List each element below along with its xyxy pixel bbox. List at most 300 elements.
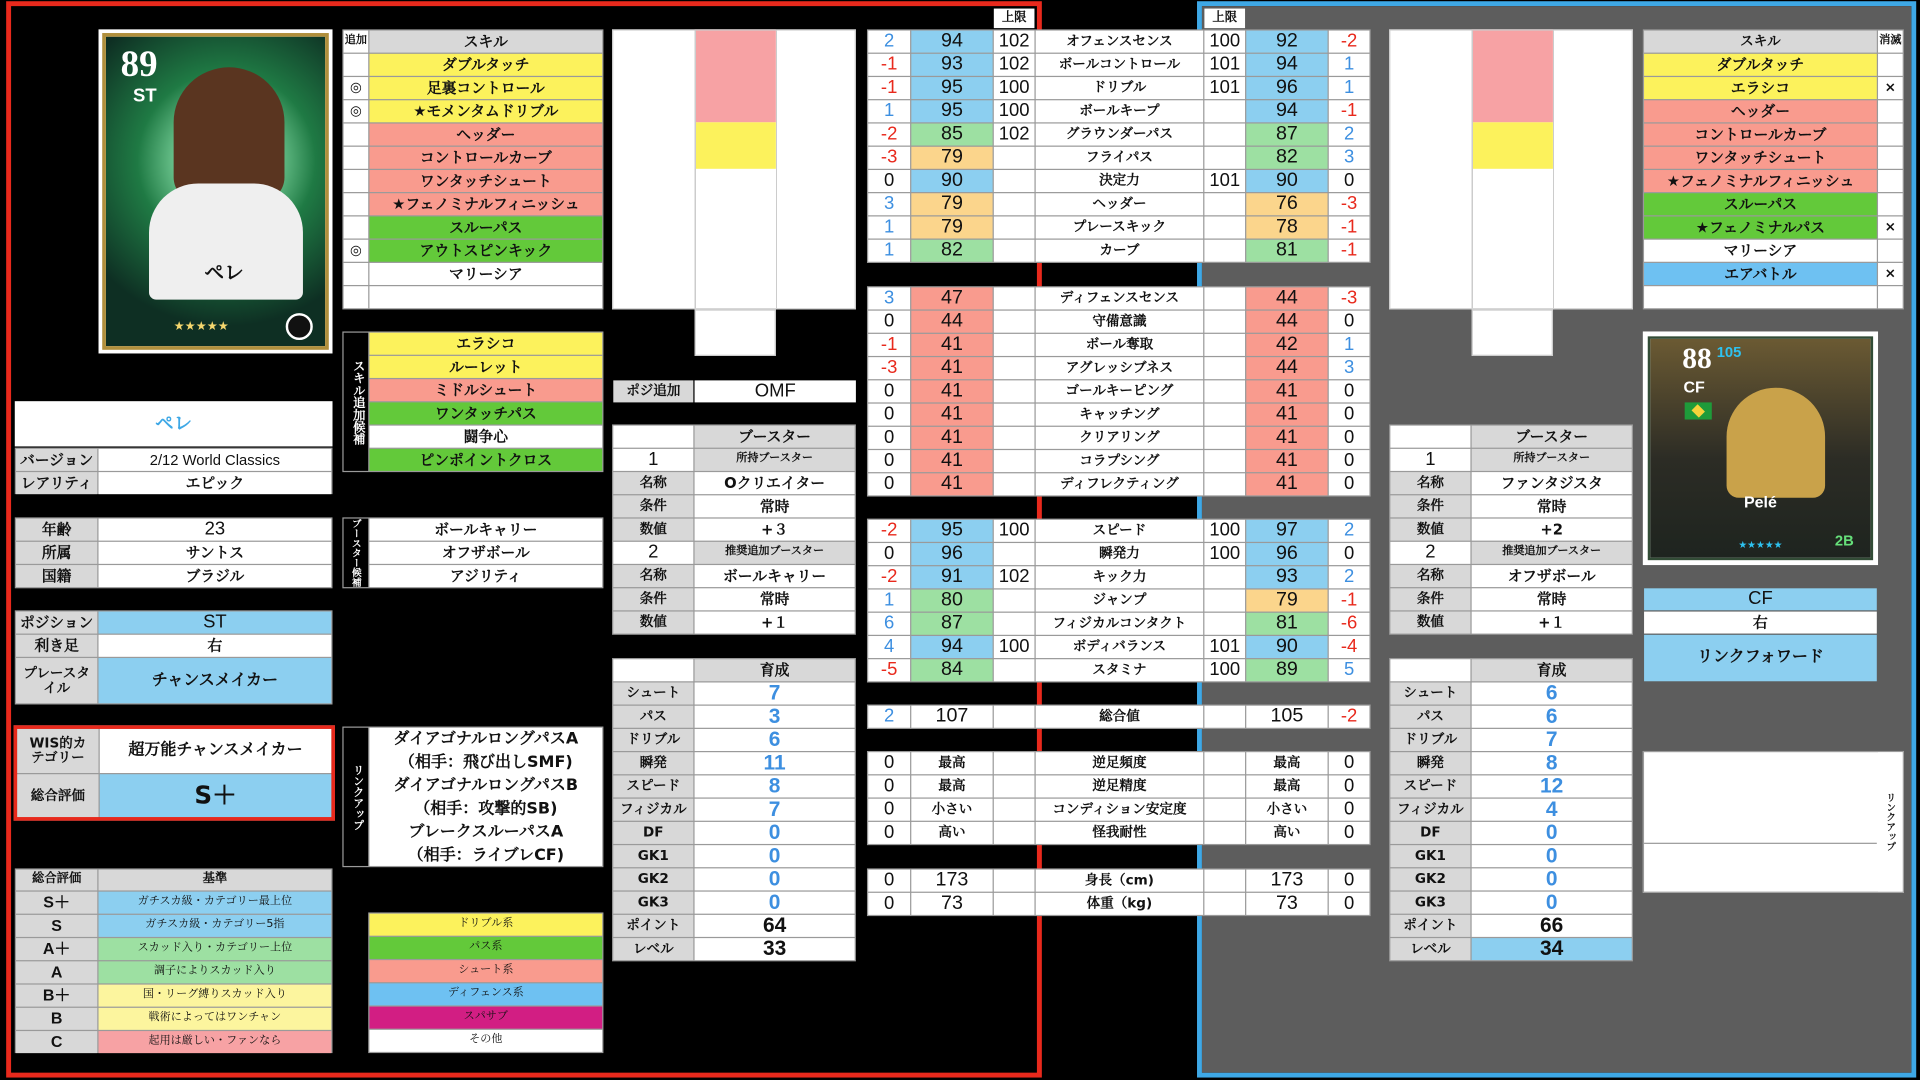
left-diff: -1 [868,334,910,356]
booster-value: オフザボール [1472,565,1632,587]
right-limit [1204,870,1245,892]
candidate-skill: ワンタッチパス [369,402,602,424]
right-check-small [1472,309,1553,355]
left-limit [994,543,1035,565]
club-label: 所属 [16,542,97,564]
left-value: 94 [911,31,992,53]
compare-card-boost: 105 [1716,343,1742,361]
linkup-list [369,728,602,866]
training-value: 3 [695,706,855,728]
club-value: サントス [99,542,332,564]
left-limit [994,752,1035,774]
left-diff: 0 [868,543,910,565]
compare-skill-name: エラシコ [1644,77,1877,99]
right-diff: -1 [1329,240,1370,262]
skill-name: スルーパス [369,216,602,238]
right-value: 94 [1246,54,1327,76]
right-diff: 0 [1329,404,1370,426]
right-diff: 3 [1329,147,1370,169]
training-value: 8 [1472,752,1632,774]
compare-skill-name: ★フェノミナルフィニッシュ [1644,170,1877,192]
right-diff: 0 [1329,870,1370,892]
right-value: 最高 [1246,775,1327,797]
right-check-grid-lines [1389,29,1633,309]
left-value: 91 [911,566,992,588]
grade-criteria: 起用は厳しい・ファンなら [99,1031,332,1053]
position-label: ポジション [16,612,97,634]
left-value: 95 [911,77,992,99]
booster-key: 1 [613,449,693,471]
right-diff: -3 [1329,193,1370,215]
training-value: 0 [695,892,855,914]
training-value: 0 [1472,892,1632,914]
right-value: 42 [1246,334,1327,356]
booster-value: +2 [1472,519,1632,541]
left-diff: 0 [868,170,910,192]
right-limit [1204,799,1245,821]
stat-name: ドリブル [1036,77,1203,99]
left-limit [994,193,1035,215]
stat-name: ボールコントロール [1036,54,1203,76]
right-limit [1204,752,1245,774]
legend-item: スパサブ [369,1007,602,1029]
grade-criteria: 戦術によってはワンチャン [99,1008,332,1030]
rarity-value: エピック [99,472,332,494]
skill-added-mark [344,263,369,285]
right-limit [1204,450,1245,472]
right-diff: -1 [1329,590,1370,612]
training-key: GK1 [613,845,693,867]
training-point-label: ポイント [613,915,693,937]
right-value: 93 [1246,566,1327,588]
stat-name: スピード [1036,520,1203,542]
player-card-image [99,29,333,353]
booster-key: 条件 [1390,588,1470,610]
skill-added-mark: ◎ [344,77,369,99]
left-diff: -3 [868,357,910,379]
left-limit: 100 [994,100,1035,122]
booster-key: 条件 [1390,495,1470,517]
right-limit [1204,100,1245,122]
left-limit: 102 [994,566,1035,588]
right-value: 44 [1246,357,1327,379]
rarity-label: レアリティ [16,472,97,494]
compare-skill-deleted-mark [1878,54,1903,76]
left-diff: 0 [868,450,910,472]
compare-skill-deleted-mark [1878,170,1903,192]
compare-player-photo [1727,388,1826,498]
candidate-skill: ピンポイントクロス [369,449,602,471]
right-diff: 1 [1329,54,1370,76]
grade-header-criteria: 基準 [99,870,332,891]
compare-skill-deleted-mark [1878,124,1903,146]
stat-name: フライパス [1036,147,1203,169]
stat-name: ゴールキーピング [1036,380,1203,402]
skill-added-mark [344,54,369,76]
right-limit [1204,613,1245,635]
stat-name: 決定力 [1036,170,1203,192]
right-limit [1204,287,1245,309]
left-value: 41 [911,357,992,379]
grade-symbol: C [16,1031,97,1053]
compare-skill-name: エアバトル [1644,263,1877,285]
efootball-logo-icon [286,313,313,340]
compare-linkup-label: リンクアップ [1878,752,1903,891]
right-value: 173 [1246,870,1327,892]
compare-skill-name: ヘッダー [1644,100,1877,122]
left-limit [994,870,1035,892]
right-diff: 2 [1329,566,1370,588]
linkup-line: ダイアゴナルロングパスB [393,776,579,795]
booster-value: 常時 [695,495,855,517]
training-value: 6 [1472,706,1632,728]
skill-added-mark [344,147,369,169]
skill-name: 足裏コントロール [369,77,602,99]
training-key: 瞬発 [1390,752,1470,774]
card-position: ST [133,85,157,107]
compare-card-rating: 88 [1682,343,1712,376]
right-diff: -3 [1329,287,1370,309]
right-value: 小さい [1246,799,1327,821]
compare-foot-value: 右 [1644,612,1877,634]
left-value: 85 [911,124,992,146]
left-diff: 0 [868,311,910,333]
compare-skill-name: マリーシア [1644,240,1877,262]
training-key: シュート [1390,682,1470,704]
stat-name: ジャンプ [1036,590,1203,612]
wis-category-label: WIS的カテゴリー [17,729,98,773]
right-diff: 1 [1329,77,1370,99]
stat-name: ディフェンスセンス [1036,287,1203,309]
compare-skills-header: スキル [1644,31,1877,53]
training-value: 6 [1472,682,1632,704]
grade-symbol: B [16,1008,97,1030]
grade-criteria: 国・リーグ縛りスカッド入り [99,985,332,1007]
booster-value: +１ [695,612,855,634]
skill-name: ワンタッチシュート [369,170,602,192]
grade-criteria: ガチスカ級・カテゴリー5指 [99,915,332,937]
stat-name: 逆足精度 [1036,775,1203,797]
left-diff: 0 [868,893,910,915]
left-diff: 3 [868,287,910,309]
right-value: 96 [1246,543,1327,565]
right-diff: -1 [1329,100,1370,122]
compare-skill-deleted-mark [1878,100,1903,122]
compare-card-name: Pelé [1743,492,1777,512]
wis-category-value: 超万能チャンスメイカー [100,729,332,773]
booster-key: 条件 [613,495,693,517]
left-value: 107 [911,706,992,728]
right-value: 87 [1246,124,1327,146]
left-diff: 0 [868,404,910,426]
training-value: 12 [1472,775,1632,797]
right-value: 79 [1246,590,1327,612]
training-value: 0 [695,845,855,867]
right-diff: 0 [1329,473,1370,495]
training-value: 0 [1472,845,1632,867]
right-limit [1204,216,1245,238]
right-value: 96 [1246,77,1327,99]
booster-key: 名称 [613,472,693,494]
booster-key: 名称 [613,565,693,587]
booster-value: Oクリエイター [695,472,855,494]
legend-item: ドリブル系 [369,914,602,936]
right-limit [1204,822,1245,844]
right-limit: 101 [1204,636,1245,658]
left-limit [994,799,1035,821]
stat-name: ボディバランス [1036,636,1203,658]
right-limit: 100 [1204,659,1245,681]
left-diff: 2 [868,706,910,728]
right-diff: 0 [1329,170,1370,192]
left-limit [994,706,1035,728]
grade-criteria: 調子によりスカッド入り [99,961,332,983]
pos-add-label: ポジ追加 [613,380,693,402]
left-limit: 100 [994,520,1035,542]
player-photo [174,67,285,202]
age-label: 年齢 [16,519,97,541]
left-diff: 0 [868,870,910,892]
compare-skill-deleted-mark: × [1878,263,1903,285]
training-value: 7 [1472,729,1632,751]
left-limit: 100 [994,636,1035,658]
left-diff: -2 [868,520,910,542]
left-diff: -2 [868,566,910,588]
left-limit: 102 [994,54,1035,76]
playstyle-value: チャンスメイカー [99,658,332,703]
linkup-label: リンクアップ [344,728,369,866]
training-key: GK3 [1390,892,1470,914]
compare-skill-deleted-mark: × [1878,77,1903,99]
right-value: 44 [1246,287,1327,309]
stat-name: 瞬発力 [1036,543,1203,565]
training-key: GK2 [1390,868,1470,890]
booster-value: +１ [1472,612,1632,634]
training-value: 4 [1472,799,1632,821]
left-limit [994,822,1035,844]
training-level-value: 34 [1472,938,1632,960]
left-value: 41 [911,473,992,495]
left-diff: 1 [868,590,910,612]
right-limit [1204,473,1245,495]
right-diff: -1 [1329,216,1370,238]
card-rating: 89 [120,44,158,85]
right-value: 41 [1246,450,1327,472]
stat-name: ディフレクティング [1036,473,1203,495]
left-limit [994,404,1035,426]
stat-name: クリアリング [1036,427,1203,449]
booster-value: ファンタジスタ [1472,472,1632,494]
skill-name: ヘッダー [369,124,602,146]
booster-key: 数値 [1390,612,1470,634]
booster-key: 条件 [613,588,693,610]
right-value: 78 [1246,216,1327,238]
left-limit: 102 [994,31,1035,53]
left-limit [994,775,1035,797]
player-name: ペレ [15,401,333,446]
training-key: GK3 [613,892,693,914]
left-diff: 0 [868,427,910,449]
compare-training-header: 育成 [1472,659,1632,681]
right-diff: 0 [1329,822,1370,844]
right-value: 89 [1246,659,1327,681]
right-limit [1204,147,1245,169]
left-limit [994,450,1035,472]
candidate-skill: ミドルシュート [369,379,602,401]
version-value: 2/12 World Classics [99,449,332,471]
right-diff: 0 [1329,543,1370,565]
left-diff: 1 [868,240,910,262]
stat-name: 守備意識 [1036,311,1203,333]
nation-value: ブラジル [99,565,332,587]
training-key: DF [1390,822,1470,844]
left-limit [994,170,1035,192]
skill-added-mark [344,216,369,238]
card-rarity-stars: ★★★★★ [173,320,229,334]
right-limit [1204,311,1245,333]
left-value: 最高 [911,775,992,797]
limit-header-left: 上限 [994,9,1035,29]
grade-header-label: 総合評価 [16,870,97,891]
compare-booster-header: ブースター [1472,426,1632,448]
booster-key: 2 [1390,542,1470,564]
left-value: 90 [911,170,992,192]
right-limit: 101 [1204,77,1245,99]
right-value: 41 [1246,380,1327,402]
training-value: 7 [695,799,855,821]
right-diff: 3 [1329,357,1370,379]
grade-criteria: ガチスカ級・カテゴリー最上位 [99,892,332,914]
right-diff: 0 [1329,450,1370,472]
booster-value: +３ [695,519,855,541]
stat-name: スタミナ [1036,659,1203,681]
stat-name: 身長（cm) [1036,870,1203,892]
training-value: 11 [695,752,855,774]
left-limit [994,427,1035,449]
right-limit: 100 [1204,543,1245,565]
right-limit [1204,357,1245,379]
playstyle-label: プレースタイル [16,658,97,703]
right-diff: 5 [1329,659,1370,681]
right-diff: 0 [1329,752,1370,774]
right-value: 41 [1246,404,1327,426]
left-limit [994,287,1035,309]
skill-name: ★フェノミナルフィニッシュ [369,193,602,215]
left-value: 最高 [911,752,992,774]
training-value: 0 [695,868,855,890]
compare-skill-name: ダブルタッチ [1644,54,1877,76]
compare-skill-name: ★フェノミナルパス [1644,216,1877,238]
candidate-skill: 闘争心 [369,426,602,448]
right-limit [1204,590,1245,612]
left-limit [994,216,1035,238]
compare-delete-header: 消滅 [1878,31,1903,53]
left-diff: 0 [868,752,910,774]
right-value: 90 [1246,170,1327,192]
right-limit [1204,566,1245,588]
training-key: シュート [613,682,693,704]
candidate-booster: アジリティ [369,565,602,587]
right-limit [1204,706,1245,728]
stat-name: プレースキック [1036,216,1203,238]
right-value: 81 [1246,240,1327,262]
training-key: GK2 [613,868,693,890]
right-diff: 0 [1329,775,1370,797]
right-value: 92 [1246,31,1327,53]
right-value: 41 [1246,427,1327,449]
training-key: フィジカル [613,799,693,821]
left-diff: 1 [868,100,910,122]
booster-key: 名称 [1390,565,1470,587]
candidate-booster: ボールキャリー [369,519,602,541]
compare-playstyle-value: リンクフォワード [1644,635,1877,681]
training-key: ドリブル [613,729,693,751]
position-value: ST [99,612,332,634]
stat-name: 体重（kg) [1036,893,1203,915]
training-key: スピード [1390,775,1470,797]
compare-card-stars: ★★★★★ [1738,539,1783,551]
left-diff: 1 [868,216,910,238]
compare-skill-deleted-mark [1878,147,1903,169]
booster-value: ボールキャリー [695,565,855,587]
pos-add-value: OMF [695,380,856,402]
compare-skill-deleted-mark [1878,193,1903,215]
right-value: 105 [1246,706,1327,728]
left-limit [994,147,1035,169]
left-limit [994,590,1035,612]
left-diff: 0 [868,822,910,844]
right-diff: 2 [1329,124,1370,146]
left-limit [994,334,1035,356]
linkup-line: （相手：飛び出しSMF) [398,753,573,772]
training-key: スピード [613,775,693,797]
right-value: 81 [1246,613,1327,635]
linkup-line: ダイアゴナルロングパスA [393,729,579,749]
left-diff: -5 [868,659,910,681]
skills-header: スキル [369,31,602,53]
skill-candidates-label: スキル追加候補 [344,333,369,471]
training-key: DF [613,822,693,844]
left-value: 79 [911,216,992,238]
training-key: パス [613,706,693,728]
left-diff: -1 [868,77,910,99]
left-value: 41 [911,404,992,426]
right-limit [1204,775,1245,797]
right-limit: 101 [1204,54,1245,76]
grade-symbol: S [16,915,97,937]
skill-added-mark [344,286,369,308]
compare-skill-name: コントロールカーブ [1644,124,1877,146]
left-limit: 102 [994,124,1035,146]
right-limit [1204,124,1245,146]
candidate-skill: ルーレット [369,356,602,378]
right-value: 90 [1246,636,1327,658]
left-diff: 4 [868,636,910,658]
training-point-value: 64 [695,915,855,937]
compare-skill-name [1644,286,1877,308]
booster-value: 推奨追加ブースター [695,542,855,564]
left-limit [994,893,1035,915]
stat-name: キャッチング [1036,404,1203,426]
booster-value: 常時 [1472,495,1632,517]
training-point-value: 66 [1472,915,1632,937]
left-diff: -3 [868,147,910,169]
skill-add-header: 追加 [344,31,369,53]
booster-value: 所持ブースター [1472,449,1632,471]
training-point-label: ポイント [1390,915,1470,937]
skill-name: コントロールカーブ [369,147,602,169]
candidate-skill: エラシコ [369,333,602,355]
